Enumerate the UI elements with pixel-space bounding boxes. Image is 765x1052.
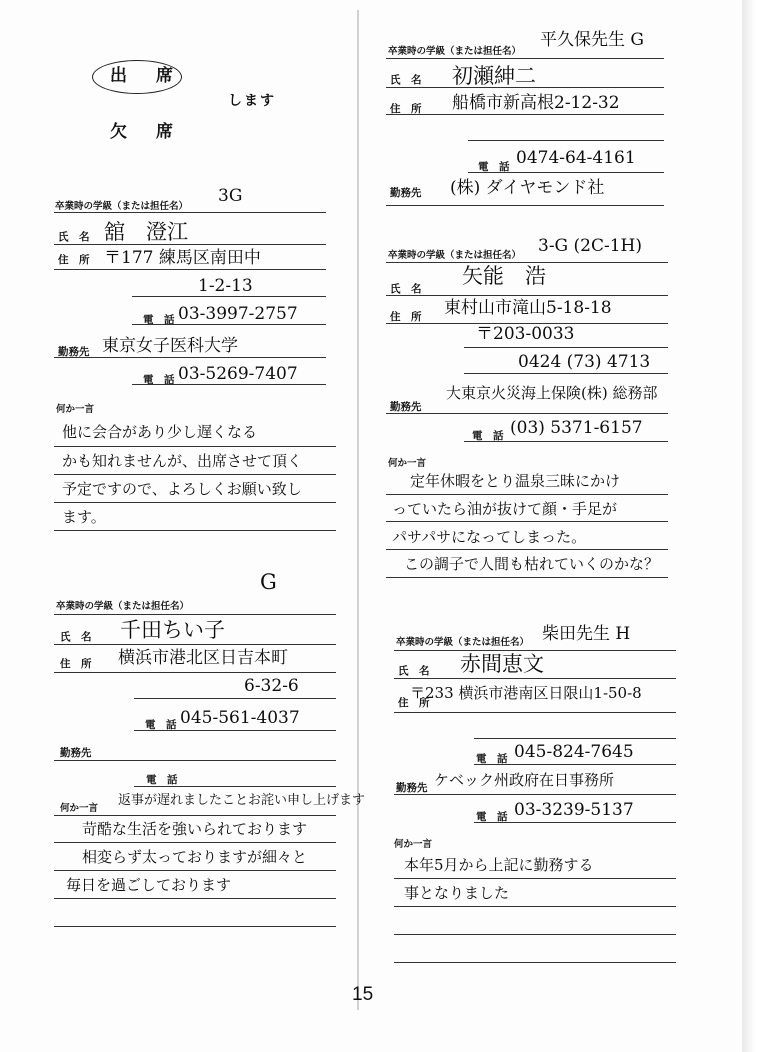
rule-line (386, 549, 668, 550)
rule-line (134, 786, 336, 787)
rule-line (464, 441, 668, 442)
rule-line (54, 815, 336, 816)
name-label: 氏 名 (390, 283, 422, 295)
name-value: 赤間恵文 (460, 652, 544, 676)
rule-line (54, 357, 326, 358)
rule-line (394, 934, 676, 935)
work-label: 勤務先 (60, 747, 92, 759)
message-label: 何か一言 (388, 458, 427, 469)
page-number: 15 (352, 984, 374, 1005)
rule-line (54, 446, 336, 447)
rule-line (54, 672, 336, 673)
rule-line (54, 644, 336, 645)
work-value: ケベック州政府在日事務所 (434, 771, 615, 789)
rule-line (54, 870, 336, 871)
message-line-4: この調子で人間も枯れていくのかな？ (404, 555, 660, 573)
name-label: 氏 名 (60, 631, 92, 643)
rule-line (386, 262, 668, 263)
work-label: 勤務先 (390, 187, 422, 199)
rule-line (394, 906, 676, 907)
work-value: 東京女子医科大学 (102, 336, 238, 356)
work-phone-label: 電 話 (476, 811, 508, 823)
message-line-2: 苛酷な生活を強いられております (82, 820, 308, 838)
rule-line (394, 712, 676, 713)
rule-line (54, 898, 336, 899)
phone-label: 電 話 (478, 161, 510, 173)
rule-line (134, 730, 336, 731)
message-line-1: 他に会合があり少し遅くなる (62, 423, 258, 441)
name-label: 氏 名 (58, 231, 90, 243)
rule-line (464, 373, 668, 374)
rule-line (474, 764, 676, 765)
address-label: 住 所 (60, 658, 92, 670)
work-value: 大東京火災海上保険(株) 総務部 (446, 384, 658, 402)
name-value: 千田ちい子 (120, 618, 225, 642)
rule-line (386, 87, 664, 88)
rule-line (54, 842, 336, 843)
message-line-2: っていたら油が抜けて顔・手足が (392, 500, 618, 518)
work-label: 勤務先 (58, 346, 90, 358)
address-line-1: 東村山市滝山5-18-18 (444, 298, 612, 318)
phone-label: 電 話 (145, 719, 177, 731)
center-divider (357, 10, 359, 1010)
address-line-1: 船橋市新高根2-12-32 (452, 93, 620, 113)
address-label: 住 所 (398, 697, 430, 709)
phone-label: 電 話 (476, 753, 508, 765)
rule-line (386, 494, 668, 495)
address-label: 住 所 (390, 103, 422, 115)
work-phone-label: 電 話 (143, 374, 175, 386)
class-label: 卒業時の学級（または担任名） (396, 637, 530, 648)
name-value: 初瀬紳二 (452, 64, 536, 88)
work-phone-label: 電 話 (472, 430, 504, 442)
message-line-1: 返事が遅れましたことお詫い申し上げます (118, 793, 366, 808)
phone-value: 03-3997-2757 (178, 304, 298, 324)
rule-line (386, 413, 668, 414)
rule-line (394, 794, 676, 795)
name-value: 舘 澄江 (104, 220, 188, 244)
rule-line (54, 760, 336, 761)
message-line-4: ます。 (62, 508, 106, 526)
message-line-1: 本年5月から上記に勤務する (404, 856, 594, 874)
address-line-1: 横浜市港北区日吉本町 (118, 648, 288, 668)
work-phone-label: 電 話 (146, 774, 178, 786)
rule-line (386, 58, 664, 59)
work-phone-value: 03-3239-5137 (514, 800, 634, 820)
class-value: 3-G (2C-1H) (538, 236, 643, 256)
message-line-2: 事となりました (404, 884, 510, 902)
rule-line (394, 650, 676, 651)
work-label: 勤務先 (396, 782, 428, 794)
phone-value: 0474-64-4161 (516, 148, 636, 168)
rule-line (394, 678, 676, 679)
address-label: 住 所 (390, 311, 422, 323)
message-line-2: かも知れませんが、出席させて頂く (62, 452, 303, 470)
class-label: 卒業時の学級（または担任名） (388, 250, 522, 261)
rule-line (386, 577, 668, 578)
attend-label: 出 席 (110, 66, 179, 86)
name-value: 矢能 浩 (462, 264, 546, 288)
address-label: 住 所 (58, 254, 90, 266)
address-line-2: 1-2-13 (198, 276, 253, 296)
rule-line (394, 878, 676, 879)
rule-line (474, 738, 676, 739)
rule-line (54, 474, 336, 475)
rule-line (386, 295, 668, 296)
name-label: 氏 名 (398, 665, 430, 677)
message-label: 何か一言 (394, 839, 433, 850)
address-line-2: 〒203-0033 (476, 324, 575, 344)
address-line-1: 〒233 横浜市港南区日限山1-50-8 (410, 684, 642, 702)
rule-line (54, 269, 326, 270)
phone-value: 045-561-4037 (180, 708, 300, 728)
address-line-1: 〒177 練馬区南田中 (104, 248, 261, 268)
message-line-3: 予定ですので、よろしくお願い致し (62, 480, 302, 498)
absent-label: 欠 席 (110, 122, 179, 142)
work-value: (株) ダイヤモンド社 (450, 178, 605, 198)
rule-line (464, 347, 668, 348)
page-edge-shadow (742, 0, 765, 1052)
rule-line (132, 324, 326, 325)
class-label: 卒業時の学級（または担任名） (56, 601, 190, 612)
class-value: 平久保先生 G (540, 30, 644, 50)
message-line-3: 相変らず太っておりますが細々と (82, 848, 308, 866)
class-label: 卒業時の学級（または担任名） (55, 201, 189, 212)
message-line-4: 毎日を過ごしております (66, 876, 232, 894)
rule-line (474, 822, 676, 823)
phone-value: 0424 (73) 4713 (518, 352, 651, 372)
rule-line (132, 296, 326, 297)
rule-line (54, 926, 336, 927)
rule-line (394, 962, 676, 963)
rule-line (386, 521, 668, 522)
message-label: 何か一言 (56, 404, 95, 415)
message-label: 何か一言 (60, 803, 99, 814)
class-value: 3G (218, 186, 243, 206)
work-phone-value: (03) 5371-6157 (510, 418, 643, 438)
rule-line (54, 502, 336, 503)
work-phone-value: 03-5269-7407 (178, 364, 298, 384)
message-line-3: パサパサになってしまった。 (392, 528, 587, 546)
rule-line (54, 212, 326, 213)
rule-line (54, 530, 336, 531)
work-label: 勤務先 (390, 401, 422, 413)
name-label: 氏 名 (390, 74, 422, 86)
message-line-1: 定年休暇をとり温泉三昧にかけ (410, 472, 621, 490)
rule-line (132, 384, 326, 385)
address-line-2: 6-32-6 (244, 676, 299, 696)
rule-line (54, 244, 326, 245)
attend-suffix: します (228, 93, 276, 109)
rule-line (386, 205, 664, 206)
rule-line (54, 614, 336, 615)
rule-line (134, 698, 336, 699)
rule-line (468, 140, 664, 141)
phone-value: 045-824-7645 (514, 742, 634, 762)
class-value: 柴田先生 H (542, 624, 631, 644)
phone-label: 電 話 (143, 314, 175, 326)
rule-line (386, 114, 664, 115)
class-value: G (260, 570, 277, 594)
class-label: 卒業時の学級（または担任名） (388, 46, 522, 57)
rule-line (468, 172, 664, 173)
